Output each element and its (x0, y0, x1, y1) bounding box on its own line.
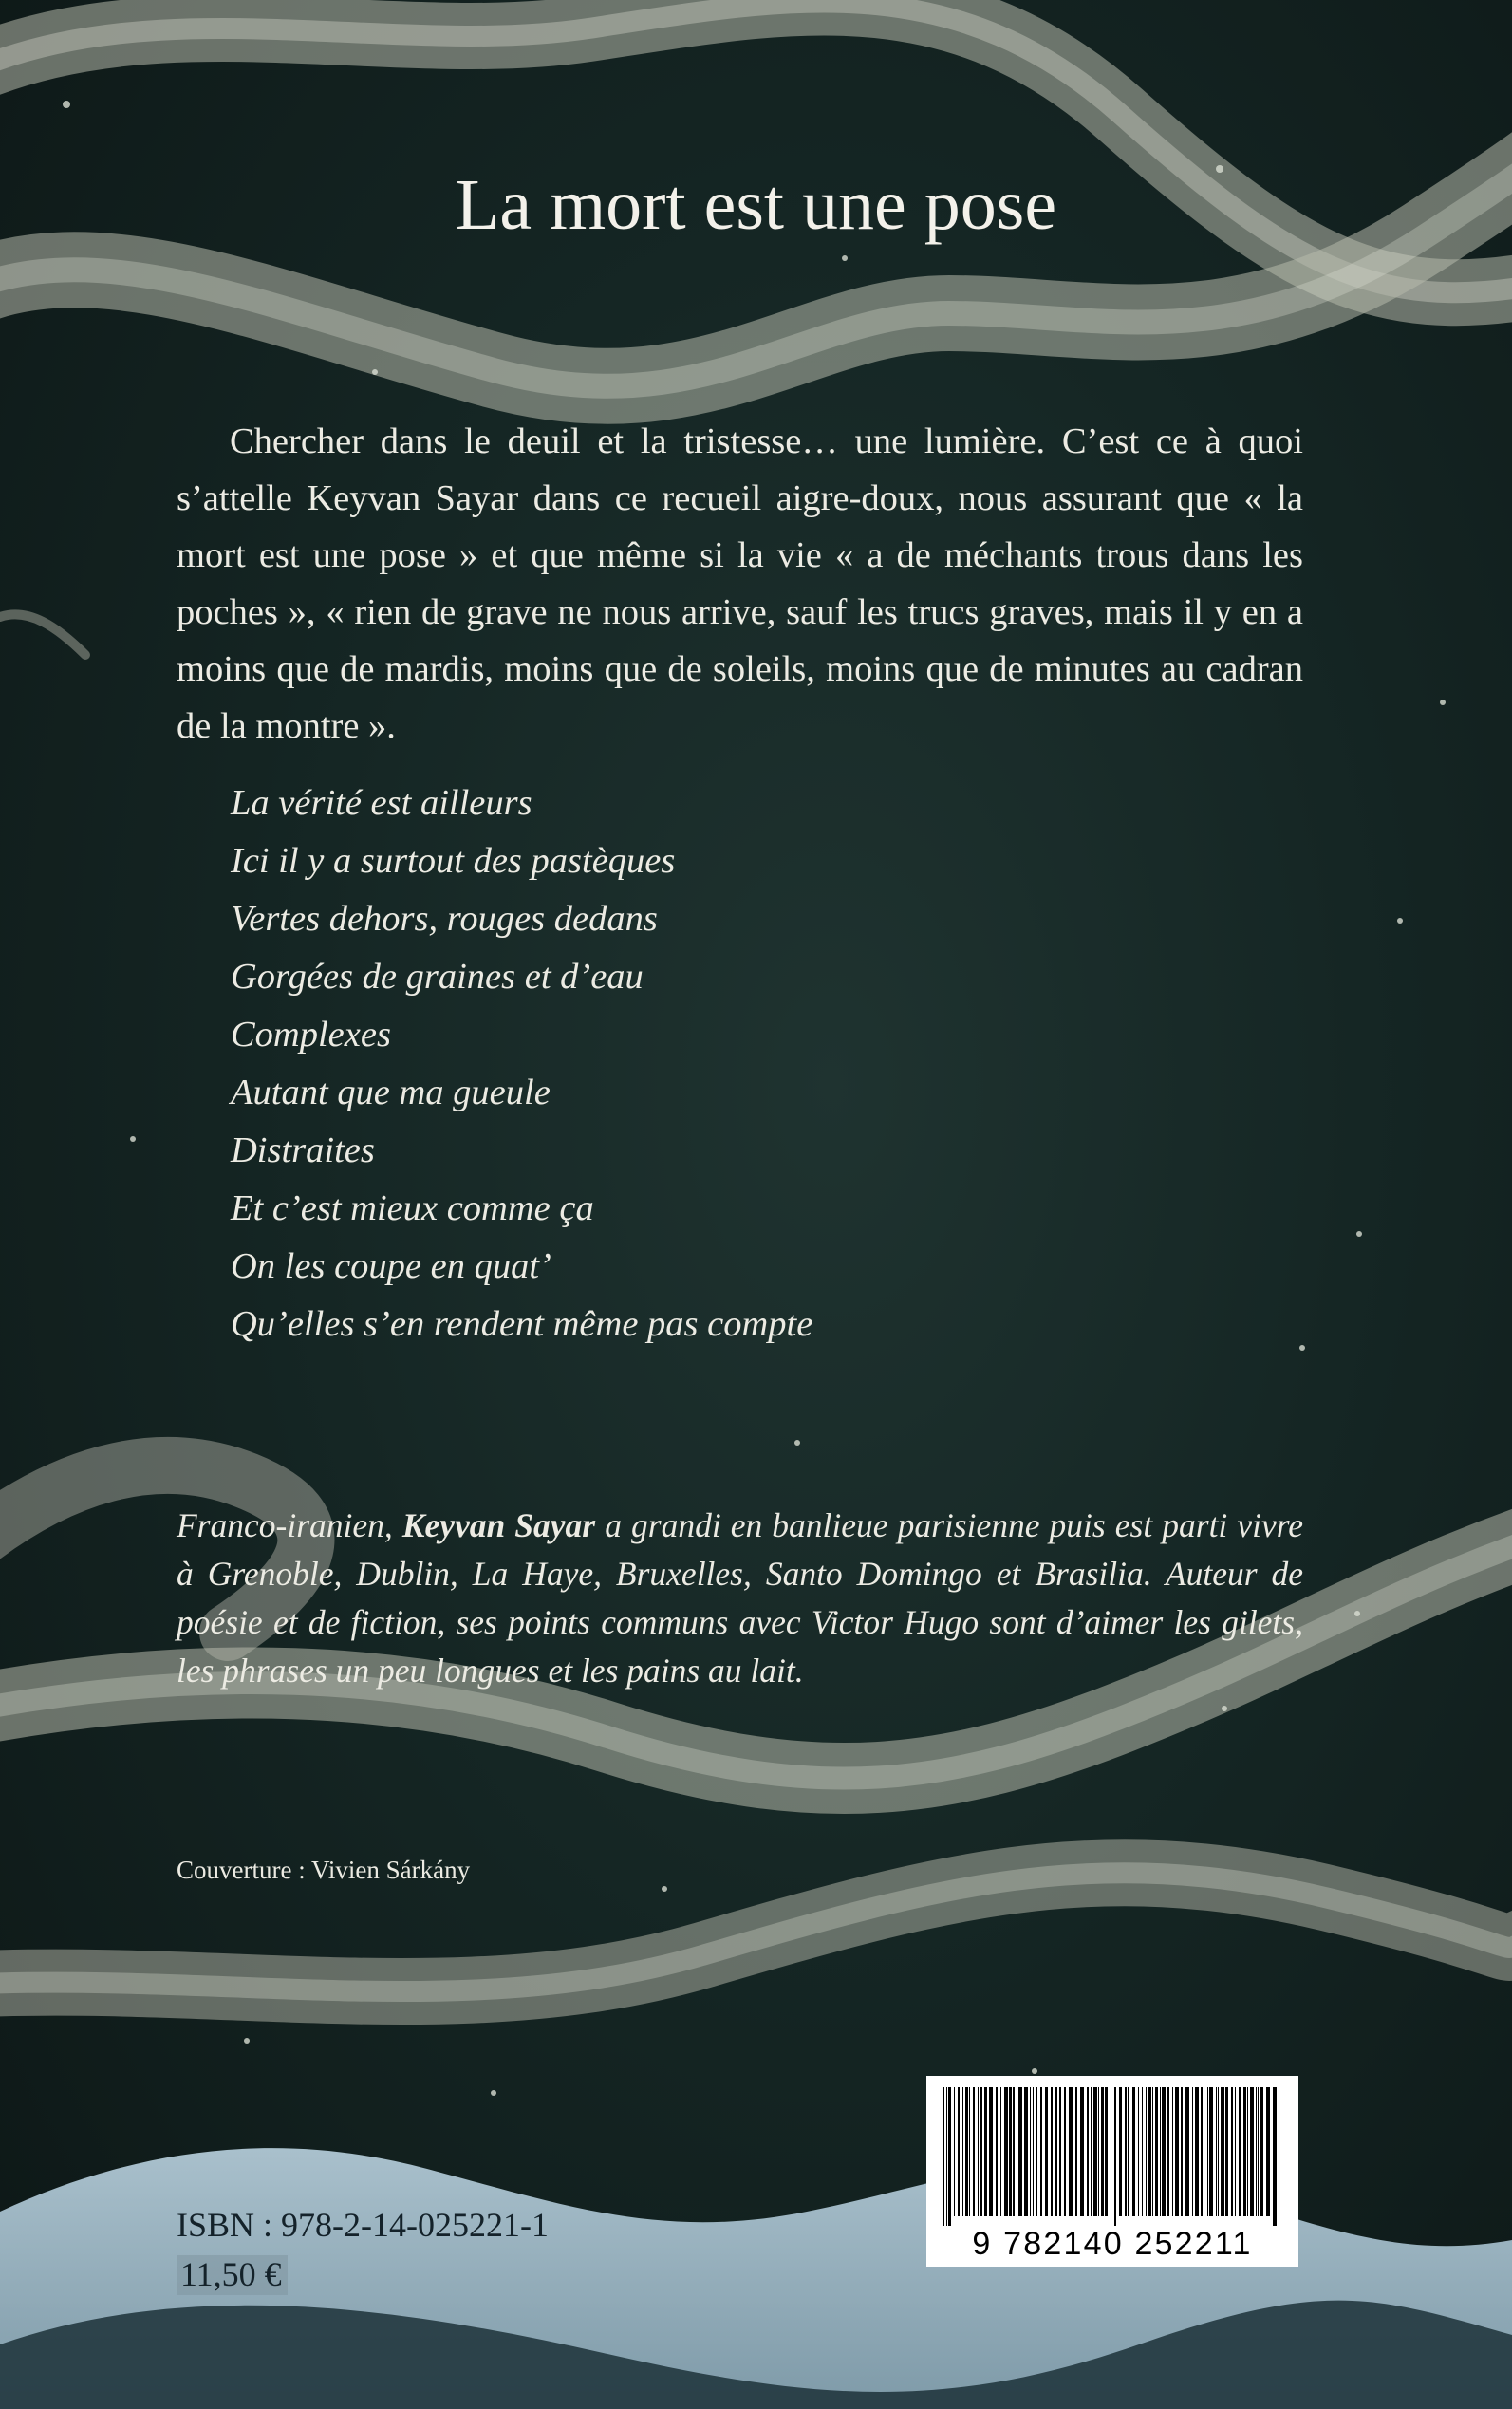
barcode-digits: 9 782140 252211 (972, 2226, 1253, 2262)
isbn-label: ISBN : 978-2-14-025221-1 (177, 2206, 549, 2244)
barcode-bar (1175, 2087, 1179, 2216)
barcode-bar (1080, 2087, 1084, 2216)
barcode-bar (1091, 2087, 1092, 2216)
barcode-bar (1243, 2087, 1246, 2216)
barcode-bar (1192, 2087, 1193, 2216)
barcode-bar (954, 2087, 955, 2216)
barcode-bar (1207, 2087, 1208, 2216)
barcode-bar (1250, 2087, 1254, 2216)
barcode-bar (1138, 2087, 1139, 2216)
barcode-bar (1218, 2087, 1219, 2216)
barcode-bar (948, 2087, 951, 2226)
barcode-bar (1181, 2087, 1183, 2216)
barcode-bar (1239, 2087, 1241, 2216)
barcode-bar (1125, 2087, 1127, 2216)
barcode-bar (1045, 2087, 1048, 2216)
barcode-bar (1055, 2087, 1057, 2216)
barcode-bar (1093, 2087, 1097, 2216)
barcode-bar (969, 2087, 970, 2216)
barcode-bar (1256, 2087, 1257, 2216)
barcode-bar (958, 2087, 960, 2216)
poem-line: Vertes dehors, rouges dedans (231, 899, 658, 939)
barcode-bar (1040, 2087, 1042, 2216)
barcode-bar (1009, 2087, 1012, 2216)
barcode-bar (978, 2087, 979, 2216)
barcode-bar (996, 2087, 998, 2216)
barcode-bar (1185, 2087, 1189, 2216)
barcode-bar (1266, 2087, 1270, 2216)
barcode-bar (1162, 2087, 1166, 2216)
barcode-bar (1033, 2087, 1034, 2216)
barcode-bar (1128, 2087, 1129, 2216)
barcode-bar (1098, 2087, 1099, 2216)
barcode-bar (1000, 2087, 1001, 2216)
blurb-paragraph: Chercher dans le deuil et la tristesse… une lumière. C’est ce à quoi s’attelle Keyvan Sayar dans ce recueil aigre-doux, nous assurant que « la mort est une pose » et que même si la vie « a de méchants trous dans les poches », « rien de grave ne nous arrive, sauf les trucs graves, mais il y en a moins que de mardis, moins que de soleils, moins que de minutes au cadran de la montre ». (177, 421, 1303, 746)
barcode-bar (1024, 2087, 1028, 2216)
barcode-bar (1114, 2087, 1116, 2226)
cover-credit: Couverture : Vivien Sárkány (177, 1856, 471, 1884)
barcode-bar (946, 2087, 947, 2226)
barcode-bar (965, 2087, 968, 2216)
barcode-bars-icon (940, 2087, 1285, 2226)
barcode-bar (1155, 2087, 1158, 2216)
barcode-bar (1160, 2087, 1161, 2216)
barcode-bar (1018, 2087, 1022, 2216)
poem-line: On les coupe en quat’ (231, 1246, 551, 1286)
author-name: Keyvan Sayar (401, 1506, 596, 1544)
poem-line: Qu’elles s’en rendent même pas compte (231, 1304, 813, 1344)
bio-text: a grandi en banlieue parisienne puis est parti vivre à Grenoble, Dublin, La Haye, Bruxelles, Santo Domingo et Brasilia. Auteur de poésie et de fiction, ses points communs avec Victor Hugo sont d’aimer les gilets, les phrases un peu longues et les pains au lait. (177, 1506, 1303, 1690)
barcode-bar (1087, 2087, 1089, 2216)
barcode-bar (1216, 2087, 1217, 2216)
barcode-bar (1069, 2087, 1073, 2216)
author-bio (177, 1502, 1303, 1695)
barcode-bar (1148, 2087, 1151, 2216)
poem-line: Distraites (231, 1130, 375, 1170)
poem-line: Et c’est mieux comme ça (231, 1188, 594, 1228)
book-title: La mort est une pose (455, 165, 1057, 245)
poem-line: Autant que ma gueule (231, 1073, 551, 1112)
barcode-bar (1059, 2087, 1061, 2216)
barcode-bar (1260, 2087, 1263, 2216)
barcode-bar (973, 2087, 975, 2216)
poem-excerpt (231, 775, 812, 1354)
barcode-bar (943, 2087, 944, 2226)
barcode-bar (989, 2087, 993, 2216)
barcode-bar (1075, 2087, 1077, 2216)
barcode-bar (1132, 2087, 1135, 2216)
barcode-bar (1030, 2087, 1031, 2216)
lower-wave (0, 1873, 1512, 1991)
barcode-bar (1201, 2087, 1203, 2216)
barcode (926, 2076, 1298, 2267)
poem-line: Complexes (231, 1015, 391, 1055)
barcode-bar (1119, 2087, 1122, 2216)
barcode-bar (1146, 2087, 1147, 2216)
barcode-bar (1273, 2087, 1277, 2226)
barcode-bar (980, 2087, 982, 2216)
barcode-bar (1221, 2087, 1224, 2216)
poem-line: Gorgées de graines et d’eau (231, 957, 644, 997)
barcode-bar (1105, 2087, 1108, 2216)
barcode-bar (1231, 2087, 1233, 2216)
bio-prefix: Franco-iranien, (177, 1506, 402, 1544)
barcode-bar (1172, 2087, 1173, 2216)
barcode-bar (1195, 2087, 1199, 2216)
barcode-bar (1225, 2087, 1228, 2216)
barcode-bar (1004, 2087, 1008, 2216)
barcode-bar (1152, 2087, 1153, 2216)
barcode-bar (1258, 2087, 1259, 2216)
barcode-bar (1142, 2087, 1143, 2216)
barcode-bar (962, 2087, 963, 2216)
barcode-bar (1209, 2087, 1213, 2216)
barcode-bar (1167, 2087, 1169, 2216)
barcode-bar (1013, 2087, 1015, 2216)
barcode-bar (1235, 2087, 1236, 2216)
barcode-bar (1051, 2087, 1053, 2216)
barcode-bar (984, 2087, 987, 2216)
barcode-bar (1101, 2087, 1104, 2216)
barcode-bar (1036, 2087, 1037, 2216)
barcode-bar (1064, 2087, 1066, 2216)
poem-line: Ici il y a surtout des pastèques (231, 841, 676, 881)
barcode-bar (1247, 2087, 1248, 2216)
poem-line: La vérité est ailleurs (231, 783, 532, 823)
price-tag: 11,50 € (177, 2255, 288, 2295)
